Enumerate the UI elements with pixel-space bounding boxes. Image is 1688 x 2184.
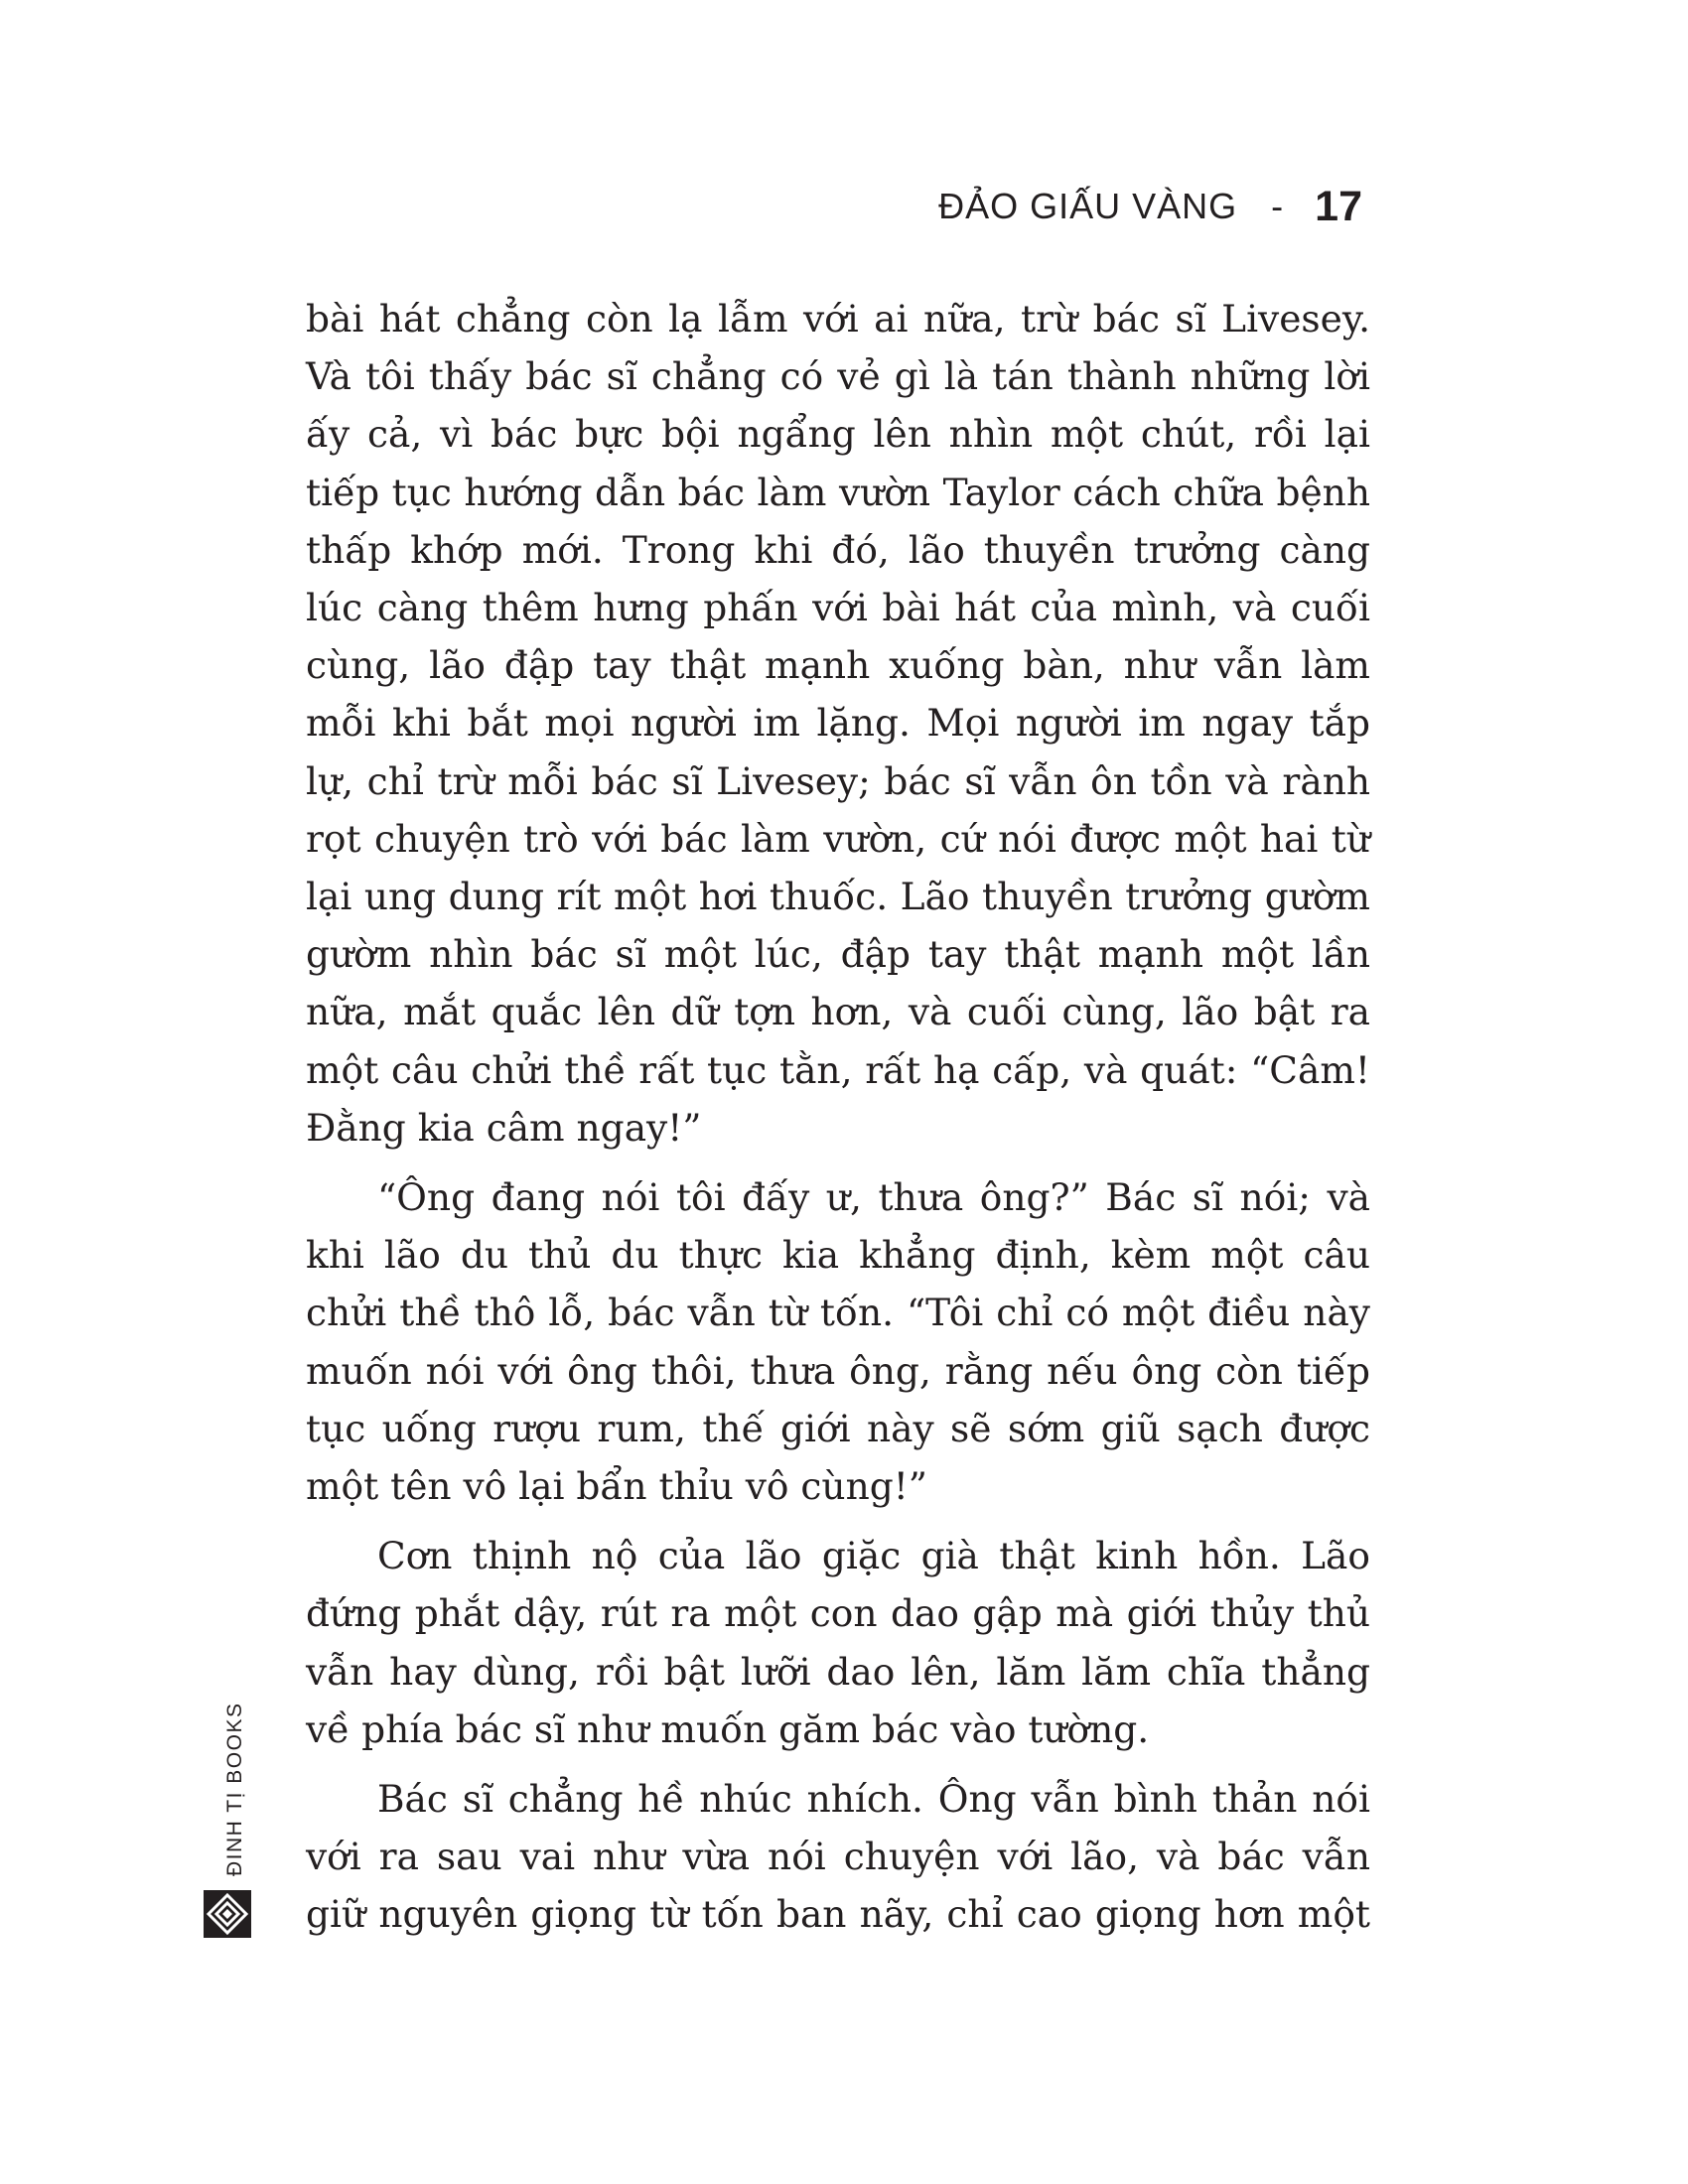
text-line: chửi thề thô lỗ, bác vẫn từ tốn. “Tôi chỉ có một điều này [306,1291,1370,1335]
paragraph [306,1527,1370,1758]
text-line: “Ông đang nói tôi đấy ư, thưa ông?” Bác sĩ nói; và [377,1175,1370,1220]
text-line: gườm nhìn bác sĩ một lúc, đập tay thật mạnh một lần [306,932,1370,977]
running-header [938,177,1362,236]
paragraph [306,1770,1370,1944]
text-line: tục uống rượu rum, thế giới này sẽ sớm giũ sạch được [306,1406,1370,1450]
paragraph [306,290,1370,1157]
publisher-mark [199,1702,258,1941]
text-line: bài hát chẳng còn lạ lẫm với ai nữa, trừ bác sĩ Livesey. [306,297,1370,341]
paragraph [306,1168,1370,1515]
text-line: đứng phắt dậy, rút ra một con dao gập mà giới thủy thủ [306,1591,1370,1636]
text-line: lự, chỉ trừ mỗi bác sĩ Livesey; bác sĩ vẫn ôn tồn và rành [306,758,1370,803]
text-line: Cơn thịnh nộ của lão giặc già thật kinh hồn. Lão [377,1534,1370,1578]
page-number: 17 [1315,182,1362,230]
text-line: tiếp tục hướng dẫn bác làm vườn Taylor cách chữa bệnh [306,470,1370,514]
text-line: mỗi khi bắt mọi người im lặng. Mọi người im ngay tắp [306,701,1370,746]
publisher-logo-icon [203,1889,252,1939]
text-line: lại ung dung rít một hơi thuốc. Lão thuyền trưởng gườm [306,875,1370,919]
header-separator: - [1271,186,1284,226]
text-line: nữa, mắt quắc lên dữ tợn hơn, và cuối cùng, lão bật ra [306,990,1370,1034]
text-line: về phía bác sĩ như muốn găm bác vào tường. [306,1706,1150,1751]
text-line: rọt chuyện trò với bác làm vườn, cứ nói được một hai từ [306,816,1370,861]
text-line: muốn nói với ông thôi, thưa ông, rằng nếu ông còn tiếp [306,1348,1370,1393]
publisher-name: ĐINH TỊ BOOKS [223,1702,246,1876]
book-title: ĐẢO GIẤU VÀNG [938,186,1238,226]
text-line: Đằng kia câm ngay!” [306,1105,702,1150]
text-line: thấp khớp mới. Trong khi đó, lão thuyền trưởng càng [306,527,1370,572]
text-line: khi lão du thủ du thực kia khẳng định, kèm một câu [306,1233,1370,1278]
text-line: Và tôi thấy bác sĩ chẳng có vẻ gì là tán thành những lời [306,354,1370,399]
text-line: ấy cả, vì bác bực bội ngẩng lên nhìn một chút, rồi lại [306,412,1370,457]
text-line: một câu chửi thề rất tục tằn, rất hạ cấp, và quát: “Câm! [306,1047,1370,1092]
text-line: vẫn hay dùng, rồi bật lưỡi dao lên, lăm lăm chĩa thẳng [306,1649,1370,1694]
text-line: Bác sĩ chẳng hề nhúc nhích. Ông vẫn bình thản nói [377,1777,1370,1822]
text-line: cùng, lão đập tay thật mạnh xuống bàn, như vẫn làm [306,643,1370,688]
text-line: một tên vô lại bẩn thỉu vô cùng!” [306,1464,927,1509]
text-line: lúc càng thêm hưng phấn với bài hát của mình, và cuối [306,586,1370,630]
text-line: với ra sau vai như vừa nói chuyện với lão, và bác vẫn [306,1835,1370,1879]
text-line: giữ nguyên giọng từ tốn ban nãy, chỉ cao giọng hơn một [306,1892,1370,1937]
body-text [306,290,1370,1944]
